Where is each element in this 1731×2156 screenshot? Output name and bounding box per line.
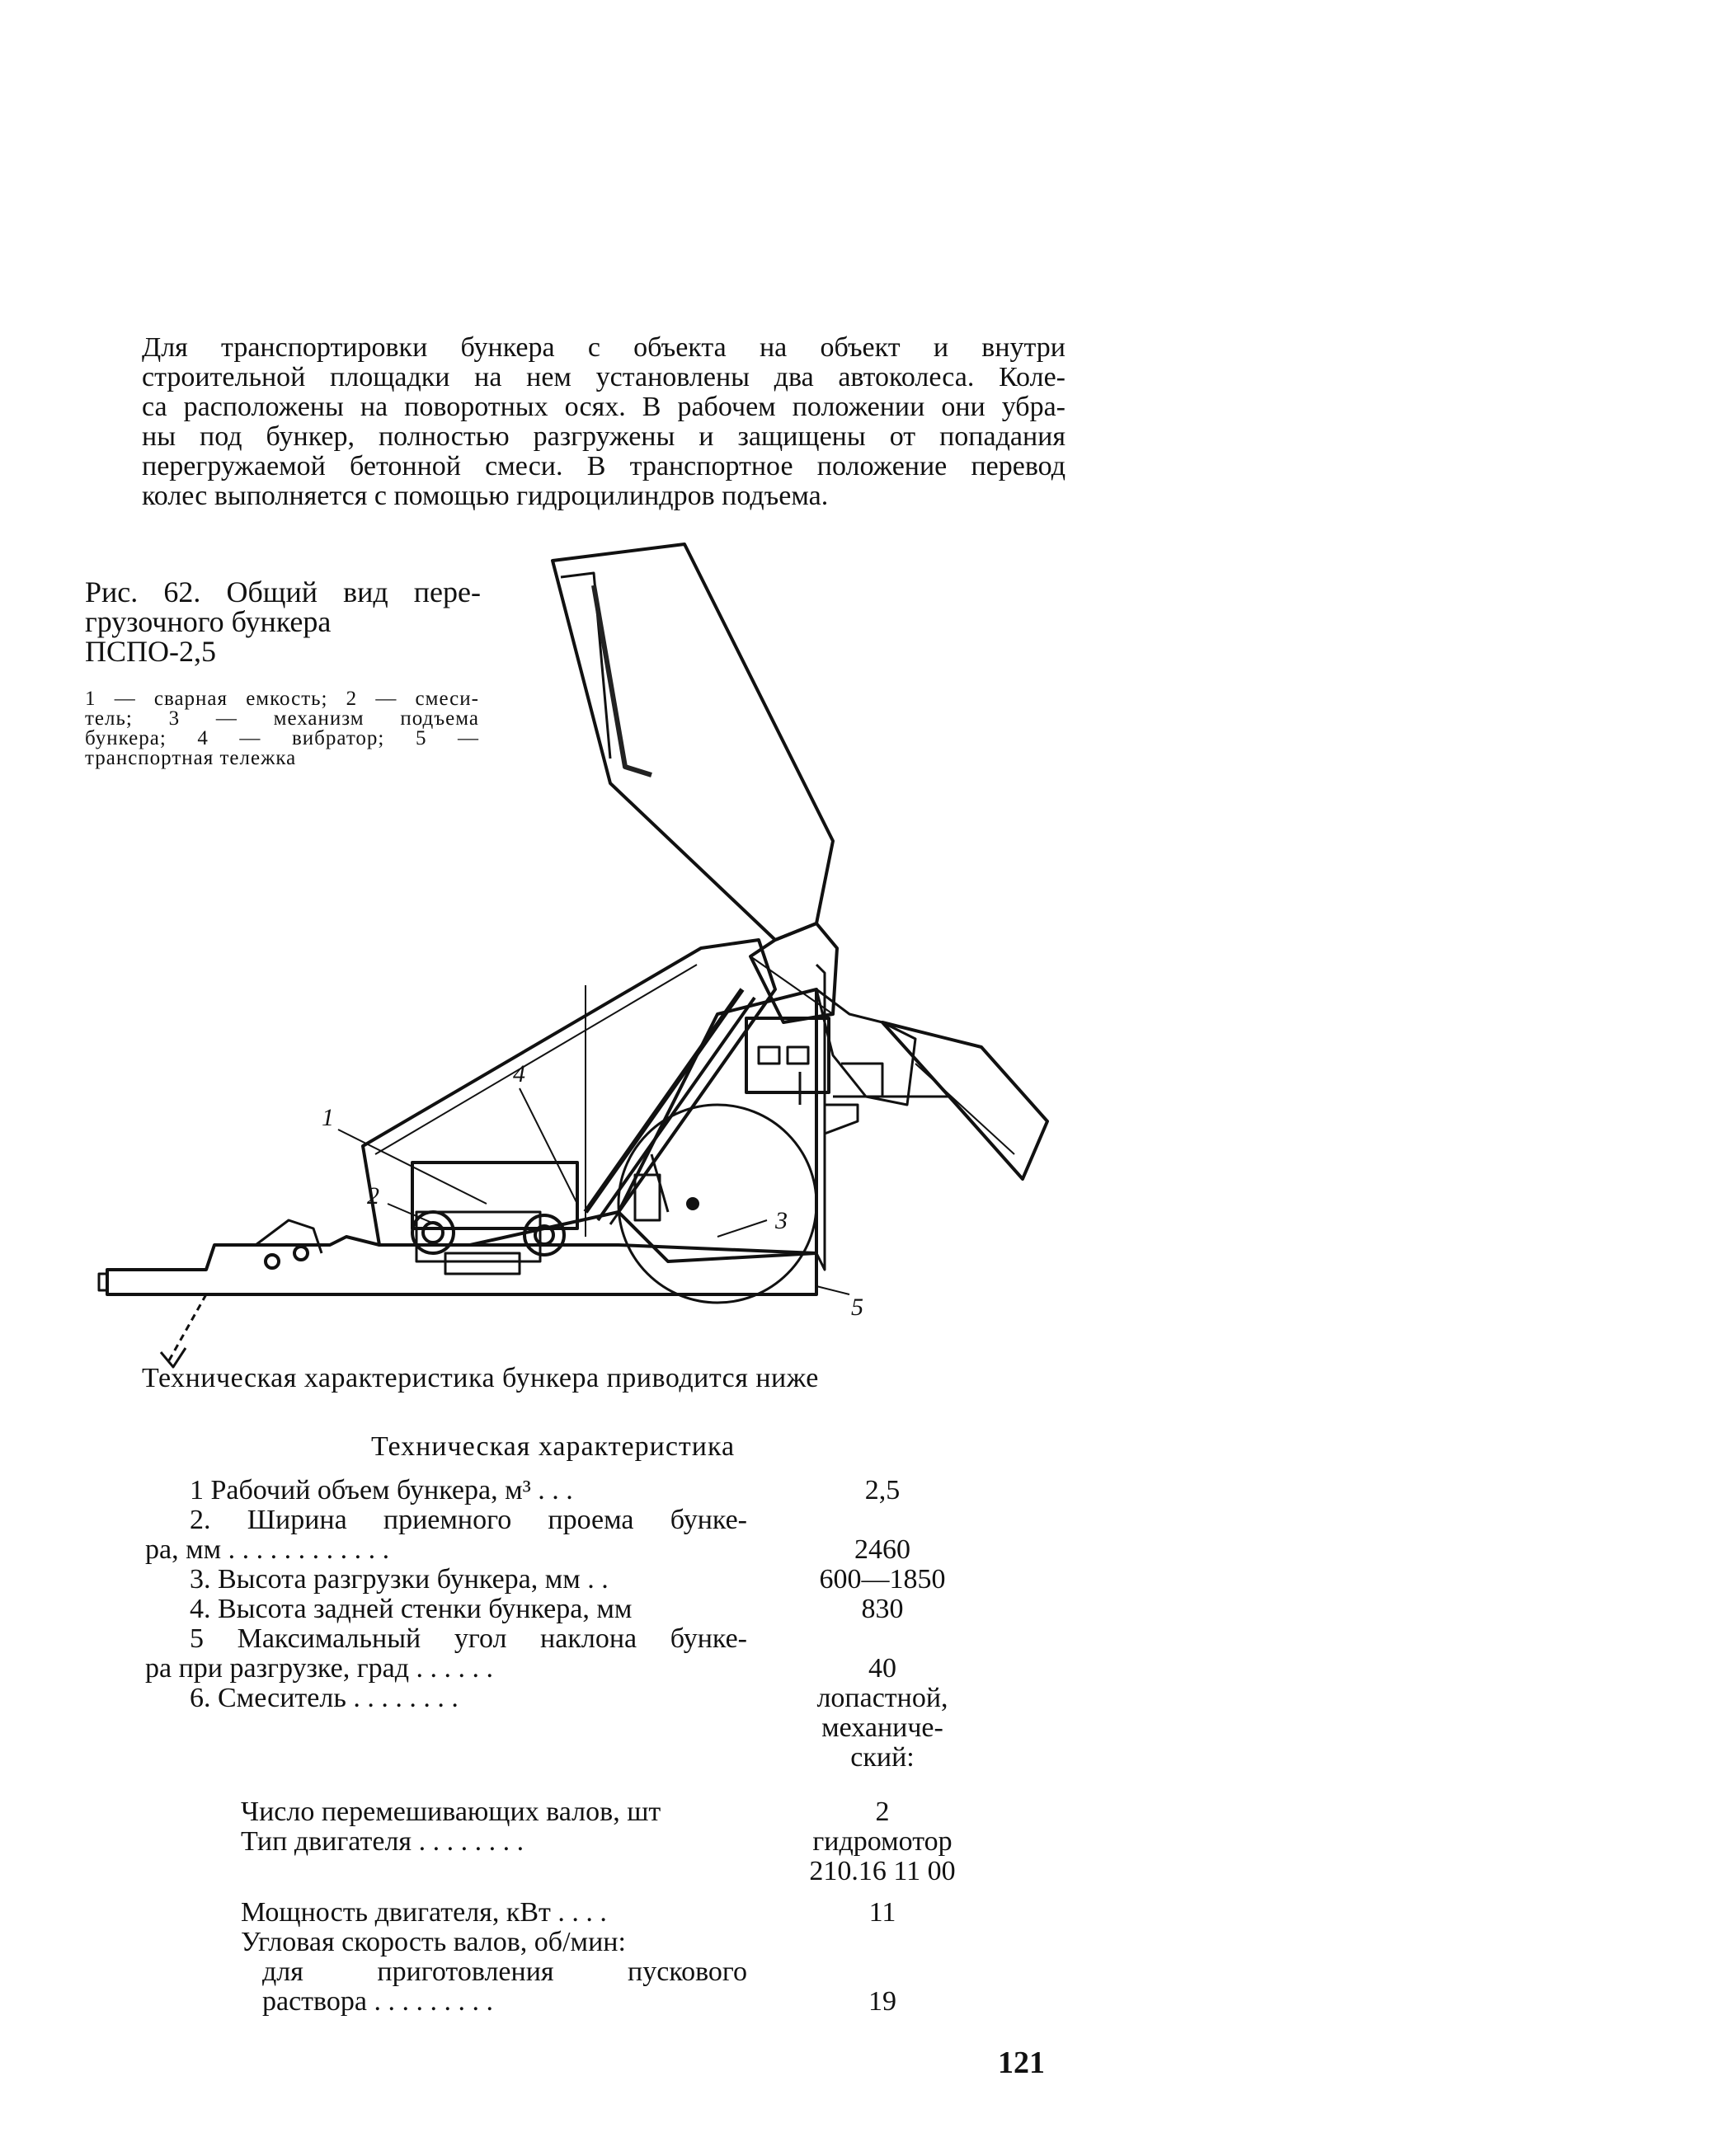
spec-label-line: Число перемешивающих валов, шт: [241, 1797, 661, 1827]
callout-3: 3: [775, 1207, 788, 1234]
spec-value-line: 19: [868, 1986, 896, 2017]
paragraph-line: Для транспортировки бункера с объекта на объект и внутри: [142, 332, 1065, 363]
spec-label-line: Тип двигателя . . . . . . . .: [241, 1826, 524, 1857]
spec-value-line: 11: [868, 1897, 896, 1928]
spec-label-line: ра, мм . . . . . . . . . . . .: [145, 1534, 390, 1565]
spec-value: [775, 1987, 990, 2017]
spec-value: [775, 1476, 990, 1505]
spec-label-line: раствора . . . . . . . . .: [262, 1986, 493, 2017]
spec-label: [190, 1595, 747, 1624]
spec-label-line: 1 Рабочий объем бункера, м³ . . .: [190, 1475, 573, 1505]
tow-bar: [107, 1237, 816, 1294]
spec-value: [775, 1797, 990, 1827]
spec-value-line: гидромотор: [812, 1826, 953, 1857]
spec-label: [241, 1827, 747, 1857]
spec-value-line: 830: [861, 1594, 904, 1624]
legend-line: бункера; 4 — вибратор; 5 —: [85, 727, 479, 749]
spec-label: [262, 1957, 747, 2017]
spec-intro: Техническая характеристика бункера приводится ниже: [142, 1363, 819, 1393]
spec-value: [775, 1565, 990, 1595]
caption-line: Рис. 62. Общий вид пере-: [85, 575, 481, 608]
spec-label-line: Угловая скорость валов, об/мин:: [241, 1927, 626, 1957]
spec-label: [190, 1684, 747, 1713]
spec-value-line: 2: [875, 1797, 890, 1827]
legend-line: тель; 3 — механизм подъема: [85, 707, 479, 730]
spec-value: [775, 1595, 990, 1624]
spec-value-line: 2460: [854, 1534, 910, 1565]
callout-1: 1: [322, 1104, 334, 1131]
spec-label: [145, 1505, 747, 1565]
callout-4: 4: [513, 1060, 525, 1087]
spec-value: [775, 1898, 990, 1928]
spec-label: [190, 1565, 747, 1595]
spec-value: [775, 1535, 990, 1565]
spec-label: [190, 1476, 747, 1505]
spec-label: [241, 1928, 747, 1957]
spec-label-line: 4. Высота задней стенки бункера, мм: [190, 1594, 633, 1624]
spec-label: [145, 1623, 747, 1684]
spec-value-line: 600—1850: [819, 1564, 946, 1595]
spec-label-line: Мощность двигателя, кВт . . . .: [241, 1897, 607, 1928]
callout-2: 2: [367, 1182, 379, 1210]
paragraph-line: колес выполняется с помощью гидроцилиндров подъема.: [142, 481, 829, 511]
caption-line: ПСПО-2,5: [85, 635, 216, 668]
spec-label: [241, 1898, 747, 1928]
spec-value-line: механиче-: [821, 1712, 943, 1743]
callout-5: 5: [851, 1294, 863, 1321]
spec-label-line: для приготовления пускового: [262, 1956, 747, 1987]
paragraph-line: ны под бункер, полностью разгружены и защищены от попадания: [142, 421, 1065, 452]
spec-value-line: лопастной,: [816, 1683, 948, 1713]
paragraph-line: са расположены на поворотных осях. В рабочем положении они убра-: [142, 392, 1065, 422]
paragraph-line: перегружаемой бетонной смеси. В транспортное положение перевод: [142, 451, 1065, 481]
transport-wheel: [619, 1105, 816, 1303]
spec-value-line: 210.16 11 00: [809, 1856, 956, 1886]
caption-line: грузочного бункера: [85, 605, 332, 638]
spec-label-line: ра при разгрузке, град . . . . . .: [145, 1653, 494, 1684]
spec-value: [775, 1827, 990, 1886]
welded-tank: [363, 940, 775, 1245]
spec-label: [241, 1797, 747, 1827]
body-paragraph: [142, 333, 1065, 511]
spec-label-line: 2. Ширина приемного проема бунке-: [190, 1505, 747, 1535]
spec-label-line: 6. Смеситель . . . . . . . .: [190, 1683, 459, 1713]
spec-label-line: 3. Высота разгрузки бункера, мм . .: [190, 1564, 609, 1595]
spec-value-line: ский:: [850, 1742, 915, 1773]
spec-value: [775, 1684, 990, 1773]
legend-line: 1 — сварная емкость; 2 — смеси-: [85, 688, 479, 710]
legend-line: транспортная тележка: [85, 747, 297, 769]
figure-legend: [85, 689, 479, 768]
spec-title: Техническая характеристика: [371, 1431, 736, 1462]
figure-caption: [85, 577, 481, 666]
spec-label-line: 5 Максимальный угол наклона бунке-: [190, 1623, 747, 1654]
page-number: 121: [998, 2046, 1045, 2080]
spec-value: [775, 1654, 990, 1684]
paragraph-line: строительной площадки на нем установлены два автоколеса. Коле-: [142, 362, 1065, 392]
spec-value-line: 40: [868, 1653, 896, 1684]
spec-value-line: 2,5: [864, 1475, 901, 1505]
